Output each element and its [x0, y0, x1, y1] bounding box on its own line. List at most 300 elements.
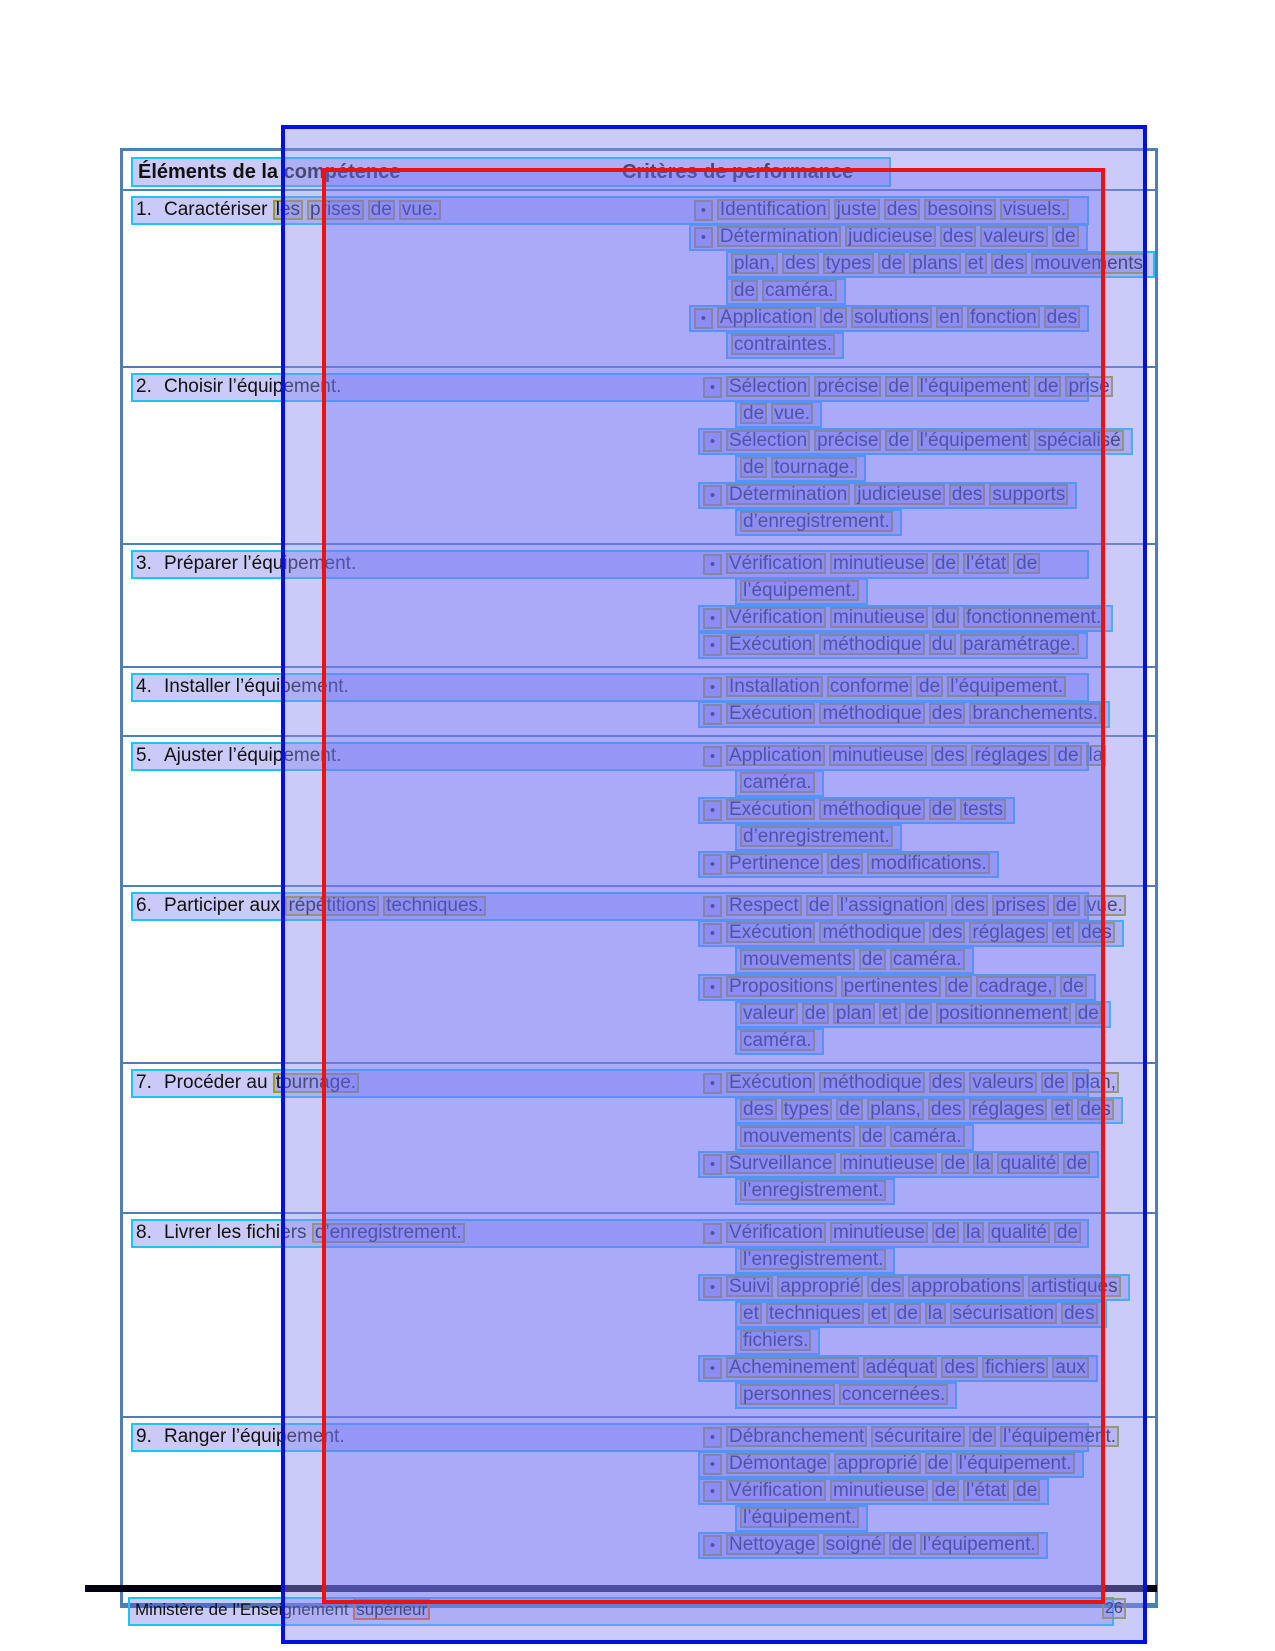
criteria-line [698, 1451, 1084, 1478]
table-row [123, 545, 1155, 668]
word-highlight: caméra. [890, 1126, 965, 1147]
word-highlight: précise [814, 430, 881, 451]
criteria-line [726, 278, 846, 305]
word-highlight: de [740, 457, 767, 478]
bullet-icon: • [703, 704, 722, 725]
word-highlight: Vérification [726, 1480, 826, 1501]
word-highlight: d’enregistrement. [312, 1223, 465, 1243]
word-highlight: Sélection [726, 376, 810, 397]
bullet-icon: • [703, 800, 722, 821]
word-highlight: mouvements [740, 1126, 855, 1147]
element-label: Caractériser [164, 199, 273, 220]
footer-ministry-text-boxed: supérieur [353, 1599, 430, 1620]
word-highlight: des [740, 1099, 777, 1120]
bullet-icon: • [703, 1454, 722, 1475]
word-highlight: sécuritaire [871, 1426, 965, 1447]
word-highlight: Sélection [726, 430, 810, 451]
word-highlight: l’équipement. [740, 1507, 859, 1528]
word-highlight: valeurs [980, 226, 1047, 247]
word-highlight: méthodique [819, 799, 924, 820]
word-highlight: plans, [867, 1099, 924, 1120]
word-highlight: l’état [963, 1480, 1009, 1501]
word-highlight: techniques [766, 1303, 864, 1324]
word-highlight: personnes [740, 1384, 835, 1405]
criteria-line [735, 1505, 868, 1532]
word-highlight: de [1054, 745, 1081, 766]
word-highlight: minutieuse [830, 607, 928, 628]
word-highlight: plan, [1072, 1072, 1119, 1093]
word-highlight: réglages [969, 1099, 1048, 1120]
word-highlight: des [949, 484, 986, 505]
criteria-line [698, 605, 1113, 632]
footer-line-highlight [128, 1597, 1114, 1626]
bullet-icon: • [694, 308, 713, 329]
word-highlight: de [932, 1222, 959, 1243]
table-row [123, 368, 1155, 545]
word-highlight: prise [1065, 376, 1112, 397]
word-highlight: la [1086, 745, 1107, 766]
element-label-cell [123, 545, 656, 666]
bullet-icon: • [703, 1535, 722, 1556]
word-highlight: du [932, 607, 959, 628]
bullet-icon: • [703, 554, 722, 575]
element-label: Installer l’équipement. [164, 676, 349, 697]
word-highlight: valeur [740, 1003, 798, 1024]
word-highlight: caméra. [890, 949, 965, 970]
word-highlight: fonctionnement. [963, 607, 1104, 628]
element-label: Ajuster l’équipement. [164, 745, 342, 766]
word-highlight: de [1013, 1480, 1040, 1501]
competence-table [120, 148, 1158, 1608]
word-highlight: Exécution [726, 799, 815, 820]
word-highlight: Exécution [726, 1072, 815, 1093]
criteria-line [735, 1001, 1111, 1028]
word-highlight: positionnement [936, 1003, 1071, 1024]
word-highlight: l’équipement [917, 376, 1031, 397]
word-highlight: plan [833, 1003, 875, 1024]
bullet-icon: • [703, 431, 722, 452]
criteria-line [698, 743, 1115, 770]
word-highlight: Identification [717, 199, 830, 220]
word-highlight: des [1044, 307, 1081, 328]
word-highlight: adéquat [863, 1357, 938, 1378]
word-highlight: de [905, 1003, 932, 1024]
word-highlight: en [936, 307, 963, 328]
criteria-line [735, 1301, 1107, 1328]
word-highlight: des [929, 1072, 966, 1093]
element-label-cell [123, 668, 656, 735]
bullet-icon: • [703, 377, 722, 398]
word-highlight: de [1052, 226, 1079, 247]
word-highlight: précise [814, 376, 881, 397]
bullet-icon: • [703, 1223, 722, 1244]
word-highlight: des [1078, 922, 1115, 943]
word-highlight: fonction [967, 307, 1040, 328]
word-highlight: l’assignation [837, 895, 948, 916]
table-row [123, 668, 1155, 737]
bullet-icon: • [694, 200, 713, 221]
word-highlight: minutieuse [830, 1480, 928, 1501]
word-highlight: l’équipement [917, 430, 1031, 451]
word-highlight: la [925, 1303, 946, 1324]
bullet-icon: • [703, 1358, 722, 1379]
bullet-icon: • [703, 677, 722, 698]
element-label-cell [123, 191, 647, 366]
word-highlight: méthodique [819, 1072, 924, 1093]
word-highlight: artistiques [1028, 1276, 1121, 1297]
criteria-line [698, 428, 1133, 455]
word-highlight: et [1052, 922, 1074, 943]
bullet-icon: • [703, 746, 722, 767]
criteria-line [698, 1424, 1128, 1451]
bullet-icon: • [703, 1073, 722, 1094]
criteria-line [689, 197, 1078, 224]
word-highlight: Vérification [726, 553, 826, 574]
criteria-line [698, 482, 1077, 509]
table-row [123, 887, 1155, 1064]
word-highlight: Suivi [726, 1276, 773, 1297]
word-highlight: méthodique [819, 922, 924, 943]
word-highlight: de [969, 1426, 996, 1447]
criteria-cell [647, 191, 1155, 366]
word-highlight: réglages [971, 745, 1050, 766]
word-highlight: de [885, 430, 912, 451]
header-line-highlight [131, 157, 891, 187]
word-highlight: de [932, 553, 959, 574]
word-highlight: prises [992, 895, 1049, 916]
element-label-cell [123, 368, 656, 543]
word-highlight: tournage. [273, 1073, 359, 1093]
footer-rule [85, 1585, 1157, 1592]
criteria-line [698, 551, 1049, 578]
word-highlight: de [820, 307, 847, 328]
word-highlight: de [1013, 553, 1040, 574]
element-number: 2. [136, 376, 152, 397]
bullet-icon: • [703, 1481, 722, 1502]
element-number: 7. [136, 1072, 152, 1093]
word-highlight: pertinentes [841, 976, 941, 997]
word-highlight: l’équipement. [1000, 1426, 1119, 1447]
word-highlight: juste [834, 199, 880, 220]
word-highlight: des [929, 922, 966, 943]
word-highlight: et [868, 1303, 890, 1324]
criteria-line [735, 1178, 895, 1205]
word-highlight: concernées. [839, 1384, 949, 1405]
word-highlight: de [932, 1480, 959, 1501]
word-highlight: la [973, 1153, 994, 1174]
word-highlight: mouvements [740, 949, 855, 970]
word-highlight: Propositions [726, 976, 837, 997]
criteria-line [735, 578, 868, 605]
word-highlight: l’équipement. [920, 1534, 1039, 1555]
bullet-icon: • [703, 608, 722, 629]
bullet-icon: • [703, 854, 722, 875]
word-highlight: vue. [1084, 895, 1126, 916]
element-label: Choisir l’équipement. [164, 376, 342, 397]
word-highlight: l’équipement. [947, 676, 1066, 697]
word-highlight: contraintes. [731, 334, 835, 355]
element-number: 4. [136, 676, 152, 697]
criteria-cell [656, 545, 1155, 666]
criteria-line [735, 1328, 820, 1355]
word-highlight: qualité [988, 1222, 1050, 1243]
word-highlight: de [1060, 976, 1087, 997]
word-highlight: vue. [399, 200, 441, 220]
word-highlight: modifications. [867, 853, 989, 874]
word-highlight: minutieuse [829, 745, 927, 766]
word-highlight: plans [909, 253, 960, 274]
word-highlight: Respect [726, 895, 802, 916]
word-highlight: de [859, 1126, 886, 1147]
word-highlight: Application [717, 307, 816, 328]
word-highlight: de [885, 376, 912, 397]
word-highlight: du [929, 634, 956, 655]
element-label-cell [123, 1418, 656, 1603]
criteria-line [698, 1220, 1090, 1247]
word-highlight: de [945, 976, 972, 997]
word-highlight: valeurs [969, 1072, 1036, 1093]
table-row [123, 1418, 1155, 1603]
bullet-icon: • [703, 1427, 722, 1448]
word-highlight: Vérification [726, 1222, 826, 1243]
word-highlight: Installation [726, 676, 823, 697]
word-highlight: Débranchement [726, 1426, 867, 1447]
word-highlight: tournage. [771, 457, 857, 478]
word-highlight: et [740, 1303, 762, 1324]
criteria-line [735, 1124, 974, 1151]
word-highlight: Exécution [726, 922, 815, 943]
word-highlight: de [929, 799, 956, 820]
criteria-line [698, 920, 1124, 947]
word-highlight: de [859, 949, 886, 970]
element-number: 5. [136, 745, 152, 766]
element-label-boxed [273, 1072, 363, 1093]
word-highlight: spécialisé [1034, 430, 1123, 451]
word-highlight: solutions [851, 307, 932, 328]
word-highlight: judicieuse [845, 226, 936, 247]
criteria-line [735, 401, 822, 428]
bullet-icon: • [694, 227, 713, 248]
word-highlight: approprié [834, 1453, 920, 1474]
criteria-line [726, 332, 844, 359]
word-highlight: l’état [963, 553, 1009, 574]
criteria-cell [656, 737, 1155, 885]
criteria-cell [656, 887, 1155, 1062]
element-label-cell [123, 737, 656, 885]
word-highlight: approprié [777, 1276, 863, 1297]
word-highlight: des [1077, 1099, 1114, 1120]
criteria-line [698, 893, 1135, 920]
word-highlight: minutieuse [830, 553, 928, 574]
page-number: 26 [1102, 1598, 1130, 1619]
word-highlight: des [1061, 1303, 1098, 1324]
table-row [123, 1214, 1155, 1418]
word-highlight: des [928, 1099, 965, 1120]
word-highlight: Acheminement [726, 1357, 859, 1378]
word-highlight: méthodique [819, 703, 924, 724]
word-highlight: prises [307, 200, 364, 220]
word-highlight: types [781, 1099, 832, 1120]
criteria-line [726, 251, 1155, 278]
criteria-line [698, 1274, 1130, 1301]
criteria-cell [656, 668, 1155, 735]
word-highlight: de [1075, 1003, 1102, 1024]
element-label: Livrer les fichiers [164, 1222, 312, 1243]
criteria-line [698, 851, 999, 878]
word-highlight: d’enregistrement. [740, 826, 893, 847]
word-highlight: caméra. [762, 280, 837, 301]
word-highlight: visuels. [1000, 199, 1069, 220]
word-highlight: Exécution [726, 634, 815, 655]
word-highlight: l’équipement. [956, 1453, 1075, 1474]
criteria-line [698, 674, 1075, 701]
word-highlight: Pertinence [726, 853, 823, 874]
criteria-line [735, 824, 902, 851]
criteria-line [698, 797, 1015, 824]
word-highlight: de [1063, 1153, 1090, 1174]
criteria-line [735, 1382, 957, 1409]
word-highlight: caméra. [740, 1030, 815, 1051]
element-number: 3. [136, 553, 152, 574]
word-highlight: Détermination [717, 226, 841, 247]
table-header-row [123, 151, 1155, 191]
element-label-boxed [312, 1222, 469, 1243]
word-highlight: Exécution [726, 703, 815, 724]
element-number: 8. [136, 1222, 152, 1243]
word-highlight: tests [960, 799, 1006, 820]
bullet-icon: • [703, 635, 722, 656]
criteria-line [698, 1478, 1049, 1505]
word-highlight: vue. [771, 403, 813, 424]
word-highlight: branchements. [969, 703, 1101, 724]
word-highlight: de [878, 253, 905, 274]
word-highlight: de [368, 200, 395, 220]
element-number: 6. [136, 895, 152, 916]
criteria-line [698, 1355, 1098, 1382]
word-highlight: judicieuse [854, 484, 945, 505]
word-highlight: de [740, 403, 767, 424]
criteria-line [698, 974, 1096, 1001]
word-highlight: fichiers. [740, 1330, 811, 1351]
word-highlight: de [731, 280, 758, 301]
word-highlight: types [823, 253, 874, 274]
word-highlight: de [836, 1099, 863, 1120]
word-highlight: aux [1052, 1357, 1089, 1378]
word-highlight: Démontage [726, 1453, 830, 1474]
criteria-line [735, 455, 866, 482]
word-highlight: des [867, 1276, 904, 1297]
word-highlight: et [879, 1003, 901, 1024]
header-elements-competence: Éléments de la compétence [138, 160, 401, 183]
word-highlight: Détermination [726, 484, 850, 505]
word-highlight: Nettoyage [726, 1534, 819, 1555]
word-highlight: des [991, 253, 1028, 274]
word-highlight: de [802, 1003, 829, 1024]
criteria-cell [656, 368, 1155, 543]
word-highlight: qualité [997, 1153, 1059, 1174]
word-highlight: mouvements [1031, 253, 1146, 274]
criteria-line [735, 947, 974, 974]
word-highlight: caméra. [740, 772, 815, 793]
bullet-icon: • [703, 1277, 722, 1298]
table-row [123, 737, 1155, 887]
element-label-cell [123, 1214, 656, 1416]
word-highlight: des [951, 895, 988, 916]
criteria-line [698, 1532, 1048, 1559]
element-label: Procéder au [164, 1072, 273, 1093]
word-highlight: sécurisation [950, 1303, 1057, 1324]
bullet-icon: • [703, 1154, 722, 1175]
element-number: 1. [136, 199, 152, 220]
criteria-line [735, 1247, 895, 1274]
criteria-line [698, 701, 1110, 728]
word-highlight: réglages [969, 922, 1048, 943]
element-label: Préparer l’équipement. [164, 553, 357, 574]
word-highlight: de [1034, 376, 1061, 397]
word-highlight: et [1051, 1099, 1073, 1120]
word-highlight: l’enregistrement. [740, 1249, 886, 1270]
criteria-cell [656, 1064, 1155, 1212]
word-highlight: besoins [924, 199, 996, 220]
word-highlight: Surveillance [726, 1153, 836, 1174]
element-label-cell [123, 887, 656, 1062]
word-highlight: les [273, 200, 303, 220]
word-highlight: des [884, 199, 921, 220]
word-highlight: répétitions [285, 896, 379, 916]
element-label-cell [123, 1064, 656, 1212]
criteria-line [698, 1151, 1099, 1178]
element-label-boxed [285, 895, 490, 916]
bullet-icon: • [703, 977, 722, 998]
word-highlight: de [941, 1153, 968, 1174]
word-highlight: de [894, 1303, 921, 1324]
word-highlight: soigné [823, 1534, 885, 1555]
word-highlight: méthodique [819, 634, 924, 655]
element-label-boxed [273, 199, 445, 220]
criteria-line [735, 1097, 1123, 1124]
bullet-icon: • [703, 896, 722, 917]
word-highlight: fichiers [982, 1357, 1048, 1378]
word-highlight: de [1041, 1072, 1068, 1093]
table-row [123, 1064, 1155, 1214]
element-number: 9. [136, 1426, 152, 1447]
word-highlight: de [925, 1453, 952, 1474]
word-highlight: des [931, 745, 968, 766]
word-highlight: des [941, 1357, 978, 1378]
word-highlight: de [889, 1534, 916, 1555]
criteria-line [735, 1028, 824, 1055]
word-highlight: la [963, 1222, 984, 1243]
word-highlight: minutieuse [840, 1153, 938, 1174]
element-label: Ranger l’équipement. [164, 1426, 345, 1447]
word-highlight: conforme [827, 676, 912, 697]
word-highlight: de [1053, 895, 1080, 916]
footer-ministry-text: Ministère de l’Enseignement [135, 1600, 349, 1619]
criteria-cell [656, 1418, 1155, 1603]
word-highlight: plan, [731, 253, 778, 274]
word-highlight: de [806, 895, 833, 916]
criteria-line [735, 770, 824, 797]
word-highlight: Vérification [726, 607, 826, 628]
criteria-line [698, 632, 1088, 659]
criteria-line [689, 224, 1088, 251]
word-highlight: supports [989, 484, 1068, 505]
word-highlight: minutieuse [830, 1222, 928, 1243]
word-highlight: paramétrage. [960, 634, 1079, 655]
word-highlight: cadrage, [976, 976, 1056, 997]
criteria-line [698, 1070, 1128, 1097]
word-highlight: des [940, 226, 977, 247]
